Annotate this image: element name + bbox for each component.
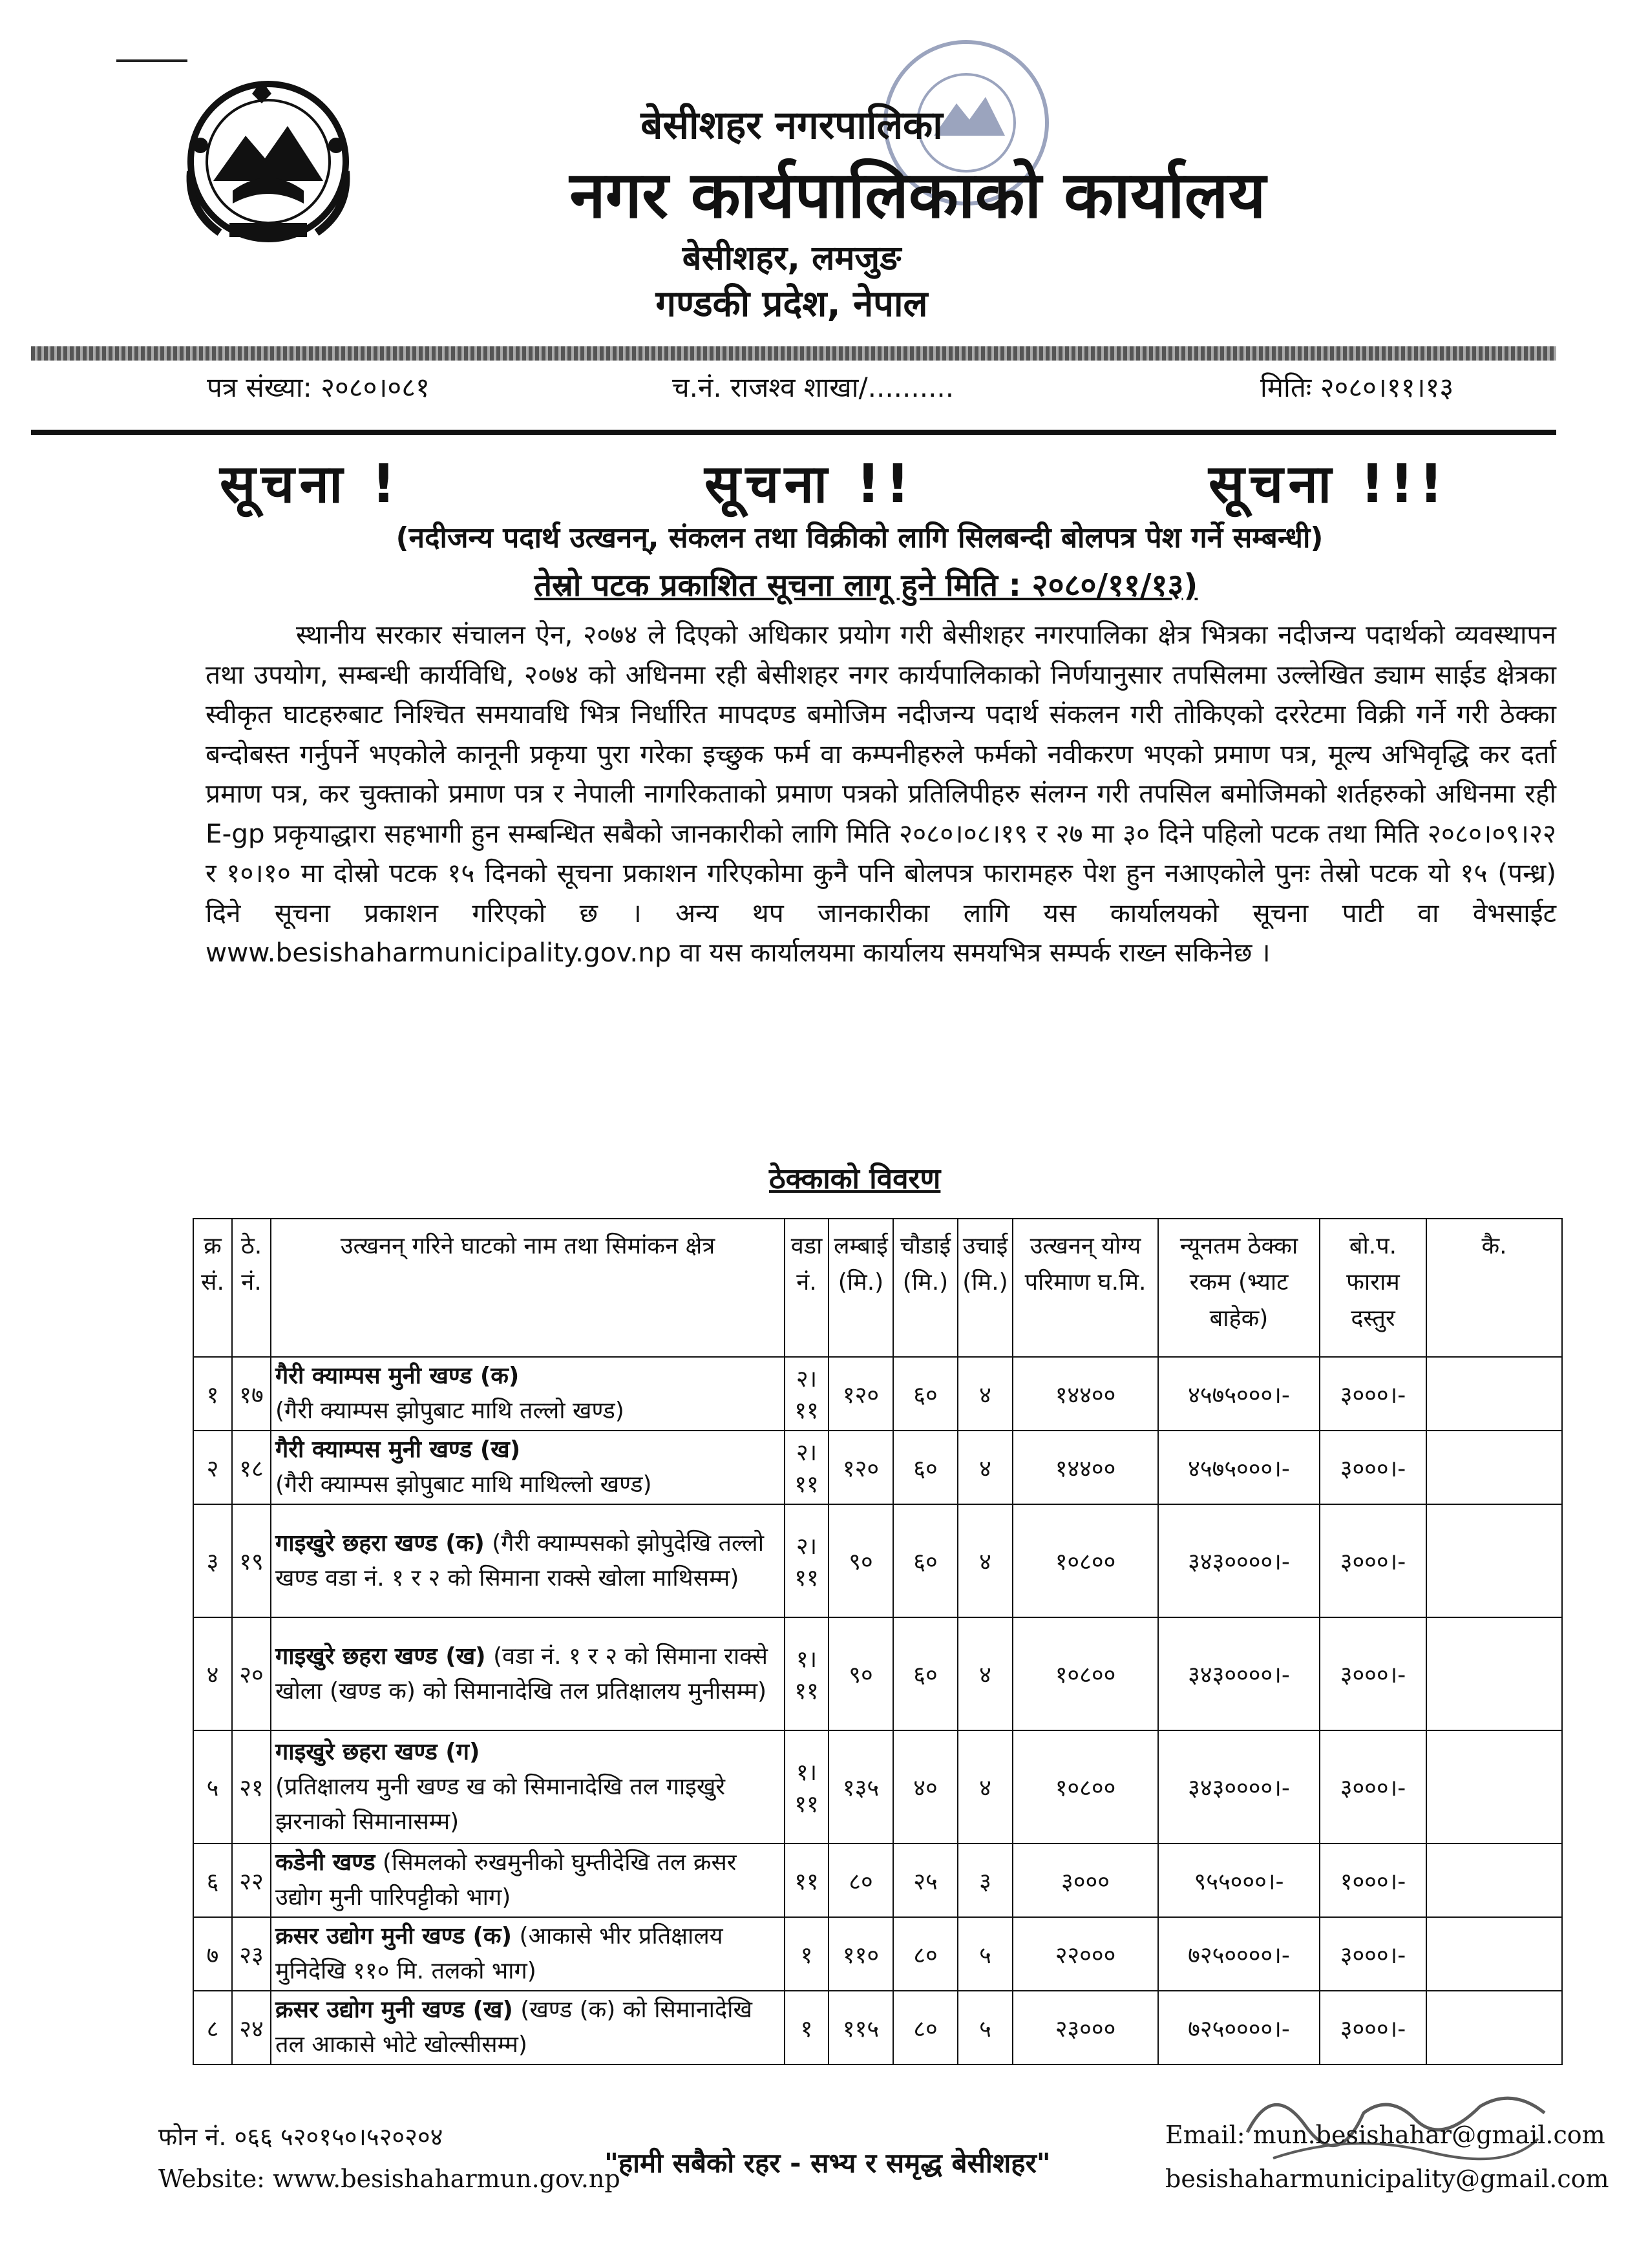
cell-contract: १८ (232, 1431, 271, 1504)
corner-dash (116, 59, 187, 62)
location-name: गाइखुरे छहरा खण्ड (ख) (275, 1643, 486, 1670)
cell-location (271, 1730, 785, 1843)
cell-volume: २३००० (1013, 1991, 1158, 2064)
cell-contract: १७ (232, 1357, 271, 1431)
cell-ward: २।११ (785, 1431, 829, 1504)
table-title: ठेक्काको विवरण (769, 1162, 941, 1195)
footer-phone: फोन नं. ०६६ ५२०१५०।५२०२०४ (158, 2123, 443, 2151)
cell-fee: १०००।- (1320, 1843, 1426, 1917)
table-row (193, 1843, 1562, 1917)
cell-ward: १।११ (785, 1730, 829, 1843)
header-length: लम्बाई (मि.) (829, 1219, 893, 1357)
location-desc: (गैरी क्याम्पस झोपुबाट माथि माथिल्लो खण्ड) (275, 1471, 652, 1498)
cell-volume: १४४०० (1013, 1357, 1158, 1431)
header-width: चौडाई (मि.) (893, 1219, 958, 1357)
location-name: गाइखुरे छहरा खण्ड (क) (275, 1529, 485, 1557)
cell-sn: ३ (193, 1504, 232, 1617)
cell-remarks (1426, 1357, 1562, 1431)
cell-volume: २२००० (1013, 1917, 1158, 1991)
cell-remarks (1426, 1431, 1562, 1504)
cell-amount: ३४३००००।- (1158, 1730, 1320, 1843)
header-contract-no: ठे. नं. (232, 1219, 271, 1357)
cell-fee: ३०००।- (1320, 1917, 1426, 1991)
cell-volume: १४४०० (1013, 1431, 1158, 1504)
cell-volume: १०८०० (1013, 1617, 1158, 1730)
cell-sn: ४ (193, 1617, 232, 1730)
header-location: उत्खनन् गरिने घाटको नाम तथा सिमांकन क्षेत्र (271, 1219, 785, 1357)
cell-fee: ३०००।- (1320, 1431, 1426, 1504)
cell-length: १२० (829, 1357, 893, 1431)
cell-amount: ३४३००००।- (1158, 1617, 1320, 1730)
cell-fee: ३०००।- (1320, 1504, 1426, 1617)
contract-table (193, 1218, 1563, 2065)
table-row (193, 1504, 1562, 1617)
cell-ward: १।११ (785, 1617, 829, 1730)
cell-sn: २ (193, 1431, 232, 1504)
cell-width: ६० (893, 1617, 958, 1730)
cell-amount: ९५५०००।- (1158, 1843, 1320, 1917)
table-row (193, 1991, 1562, 2064)
cell-remarks (1426, 1730, 1562, 1843)
cell-width: ८० (893, 1991, 958, 2064)
cell-ward: २। ११ (785, 1504, 829, 1617)
cell-sn: ८ (193, 1991, 232, 2064)
cell-height: ४ (958, 1504, 1013, 1617)
cell-location (271, 1991, 785, 2064)
cell-amount: ४५७५०००।- (1158, 1431, 1320, 1504)
cell-amount: ४५७५०००।- (1158, 1357, 1320, 1431)
location-desc: (खण्ड (क) को सिमानादेखि तल आकासे भोटे खोल्सीसम्म) (275, 1997, 752, 2058)
cell-length: ८० (829, 1843, 893, 1917)
cell-height: ४ (958, 1730, 1013, 1843)
cell-volume: ३००० (1013, 1843, 1158, 1917)
header-volume: उत्खनन् योग्य परिमाण घ.मि. (1013, 1219, 1158, 1357)
cell-height: ४ (958, 1431, 1013, 1504)
cell-width: ६० (893, 1357, 958, 1431)
cell-length: १३५ (829, 1730, 893, 1843)
notice-heading-1: सूचना ! (220, 454, 401, 515)
cell-width: २५ (893, 1843, 958, 1917)
location-name: क्रसर उद्योग मुनी खण्ड (क) (275, 1923, 512, 1949)
notice-subject: (नदीजन्य पदार्थ उत्खनन्, संकलन तथा विक्रीको लागि सिलबन्दी बोलपत्र पेश गर्ने सम्बन्धी) (396, 521, 1324, 554)
table-row (193, 1431, 1562, 1504)
cell-location (271, 1431, 785, 1504)
cell-fee: ३०००।- (1320, 1991, 1426, 2064)
location-desc: (वडा नं. १ र २ को सिमाना राक्से खोला (खण्ड क) को सिमानादेखि तल प्रतिक्षालय मुनीसम्म) (275, 1643, 768, 1705)
cell-ward: १ (785, 1991, 829, 2064)
cell-contract: २१ (232, 1730, 271, 1843)
cell-volume: १०८०० (1013, 1730, 1158, 1843)
cell-sn: ६ (193, 1843, 232, 1917)
footer-email: Email: mun.besishahar@gmail.com (1165, 2121, 1605, 2149)
table-row (193, 1730, 1562, 1843)
cell-volume: १०८०० (1013, 1504, 1158, 1617)
cell-remarks (1426, 1504, 1562, 1617)
cell-location (271, 1504, 785, 1617)
cell-height: ४ (958, 1357, 1013, 1431)
notice-heading-2: सूचना !! (704, 454, 915, 515)
header-sn: क्र सं. (193, 1219, 232, 1357)
header-divider (31, 346, 1556, 361)
footer-slogan: "हामी सबैको रहर - सभ्य र समृद्ध बेसीशहर" (604, 2147, 1051, 2179)
cell-amount: ७२५००००।- (1158, 1991, 1320, 2064)
notice-heading-3: सूचना !!! (1209, 454, 1448, 515)
cell-ward: ११ (785, 1843, 829, 1917)
cell-contract: १९ (232, 1504, 271, 1617)
footer-email-alt: besishaharmunicipality@gmail.com (1165, 2165, 1609, 2193)
cell-fee: ३०००।- (1320, 1617, 1426, 1730)
table-row (193, 1357, 1562, 1431)
header-ward: वडा नं. (785, 1219, 829, 1357)
cell-location (271, 1617, 785, 1730)
cell-remarks (1426, 1843, 1562, 1917)
cell-width: ४० (893, 1730, 958, 1843)
cell-length: ११० (829, 1917, 893, 1991)
location-name: कडेनी खण्ड (275, 1849, 375, 1876)
cell-fee: ३०००।- (1320, 1730, 1426, 1843)
dispatch-number: च.नं. राजश्व शाखा/.......... (672, 372, 955, 403)
cell-remarks (1426, 1617, 1562, 1730)
table-row (193, 1617, 1562, 1730)
office-location: बेसीशहर, लमजुङ (682, 239, 902, 278)
office-name: नगर कार्यपालिकाको कार्यालय (569, 157, 1266, 233)
cell-contract: २२ (232, 1843, 271, 1917)
cell-height: ५ (958, 1991, 1013, 2064)
cell-width: ८० (893, 1917, 958, 1991)
cell-fee: ३०००।- (1320, 1357, 1426, 1431)
table-row (193, 1917, 1562, 1991)
letter-date: मितिः २०८०।११।१३ (1260, 372, 1454, 403)
cell-length: १२० (829, 1431, 893, 1504)
cell-height: ३ (958, 1843, 1013, 1917)
cell-contract: २४ (232, 1991, 271, 2064)
location-desc: (आकासे भीर प्रतिक्षालय मुनिदेखि ११० मि. तलको भाग) (275, 1923, 723, 1984)
cell-ward: २।११ (785, 1357, 829, 1431)
province-name: गण्डकी प्रदेश, नेपाल (655, 283, 928, 325)
header-remarks: कै. (1426, 1219, 1562, 1357)
location-name: गैरी क्याम्पस मुनी खण्ड (ख) (275, 1436, 521, 1463)
cell-length: ९० (829, 1617, 893, 1730)
header-min-amount: न्यूनतम ठेक्का रकम (भ्याट बाहेक) (1158, 1219, 1320, 1357)
nepal-emblem-icon (174, 68, 362, 255)
effective-date: तेस्रो पटक प्रकाशित सूचना लागू हुने मिति : २०८०/११/१३) (534, 567, 1198, 604)
location-desc: (प्रतिक्षालय मुनी खण्ड ख को सिमानादेखि तल गाइखुरे झरनाको सिमानासम्म) (275, 1773, 726, 1835)
cell-ward: १ (785, 1917, 829, 1991)
cell-location (271, 1357, 785, 1431)
cell-remarks (1426, 1991, 1562, 2064)
cell-location (271, 1917, 785, 1991)
cell-remarks (1426, 1917, 1562, 1991)
cell-amount: ७२५००००।- (1158, 1917, 1320, 1991)
header-height: उचाई (मि.) (958, 1219, 1013, 1357)
location-desc: (गैरी क्याम्पसको झोपुदेखि तल्लो खण्ड वडा नं. १ र २ को सिमाना राक्से खोला माथिसम्म) (275, 1529, 765, 1591)
location-name: क्रसर उद्योग मुनी खण्ड (ख) (275, 1997, 513, 2023)
cell-amount: ३४३००००।- (1158, 1504, 1320, 1617)
location-desc: (गैरी क्याम्पस झोपुबाट माथि तल्लो खण्ड) (275, 1398, 624, 1424)
footer-website: Website: www.besishaharmun.gov.np (158, 2165, 620, 2193)
location-name: गाइखुरे छहरा खण्ड (ग) (275, 1738, 480, 1765)
cell-height: ४ (958, 1617, 1013, 1730)
reference-divider (31, 430, 1556, 435)
header-form-fee: बो.प. फाराम दस्तुर (1320, 1219, 1426, 1357)
table-header-row (193, 1219, 1562, 1357)
cell-length: ११५ (829, 1991, 893, 2064)
cell-sn: ५ (193, 1730, 232, 1843)
cell-sn: १ (193, 1357, 232, 1431)
cell-width: ६० (893, 1504, 958, 1617)
letter-number: पत्र संख्या: २०८०।०८१ (207, 372, 430, 403)
location-desc: (सिमलको रुखमुनीको घुम्तीदेखि तल क्रसर उद्योग मुनी पारिपट्टीको भाग) (275, 1849, 737, 1911)
cell-contract: २० (232, 1617, 271, 1730)
location-name: गैरी क्याम्पस मुनी खण्ड (क) (275, 1363, 520, 1389)
municipality-name: बेसीशहर नगरपालिका (640, 103, 943, 148)
cell-sn: ७ (193, 1917, 232, 1991)
notice-body: स्थानीय सरकार संचालन ऐन, २०७४ ले दिएको अधिकार प्रयोग गरी बेसीशहर नगरपालिका क्षेत्र भित्रका नदीजन्य पदार्थको व्यवस्थापन तथा उपयोग, सम्बन्धी कार्यविधि, २०७४ को अधिनमा रही बेसीशहर नगर कार्यपालिकाको निर्णयानुसार तपसिलमा उल्लेखित ड्याम साईड क्षेत्रका स्वीकृत घाटहरुबाट निश्चित समयावधि भित्र निर्धारित मापदण्ड बमोजिम नदीजन्य पदार्थ संकलन गरी तोकिएको दररेटमा विक्री गर्ने गरी ठेक्का बन्दोबस्त गर्नुपर्ने भएकोले कानूनी प्रकृया पुरा गरेका इच्छुक फर्म वा कम्पनीहरुले फर्मको नवीकरण भएको प्रमाण पत्र, मूल्य अभिवृद्धि कर दर्ता प्रमाण पत्र, कर चुक्ताको प्रमाण पत्र र नेपाली नागरिकताको प्रमाण पत्रको प्रतिलिपीहरु संलग्न गरी तपसिल बमोजिमको शर्तहरुको अधिनमा रही E-gp प्रकृयाद्धारा सहभागी हुन सम्बन्धित सबैको जानकारीको लागि मिति २०८०।०८।१९ र २७ मा ३० दिने पहिलो पटक तथा मिति २०८०।०९।२२ र १०।१० मा दोस्रो पटक १५ दिनको सूचना प्रकाशन गरिएकोमा कुनै पनि बोलपत्र फारामहरु पेश हुन नआएकोले पुनः तेस्रो पटक यो १५ (पन्ध्र) दिने सूचना प्रकाशन गरिएको छ । अन्य थप जानकारीका लागि यस कार्यालयको सूचना पाटी वा वेभसाईट www.besishaharmunicipality.gov.np वा यस कार्यालयमा कार्यालय समयभित्र सम्पर्क राख्न सकिनेछ । (206, 619, 1556, 968)
cell-contract: २३ (232, 1917, 271, 1991)
cell-length: ९० (829, 1504, 893, 1617)
cell-location (271, 1843, 785, 1917)
cell-height: ५ (958, 1917, 1013, 1991)
cell-width: ६० (893, 1431, 958, 1504)
